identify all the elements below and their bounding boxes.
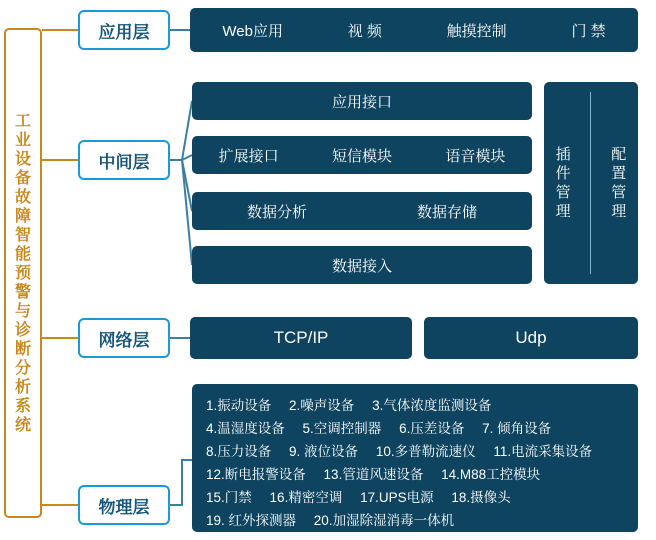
physical-item[interactable]: 5.空调控制器 [302, 421, 382, 436]
physical-item[interactable]: 12.断电报警设备 [206, 467, 306, 482]
layer-pill-physical[interactable] [78, 485, 170, 525]
middle-item[interactable]: 数据接入 [331, 257, 392, 275]
physical-item[interactable]: 6.压差设备 [399, 421, 465, 436]
physical-row [206, 486, 624, 509]
middle-layer-row-2 [192, 136, 532, 174]
physical-row [206, 463, 624, 486]
physical-item[interactable]: 8.压力设备 [206, 444, 272, 459]
middle-layer-row-1 [192, 82, 532, 120]
layer-pill-physical-label: 物理层 [98, 497, 150, 517]
layer-pill-application-label: 应用层 [98, 22, 150, 42]
middle-item[interactable]: 语音模块 [445, 147, 506, 165]
middle-layer-row-3 [192, 192, 532, 230]
physical-item[interactable]: 15.门禁 [206, 490, 252, 505]
layer-pill-middle-label: 中间层 [98, 152, 150, 172]
middle-layer-side-box [544, 82, 638, 284]
application-item[interactable]: 门 禁 [571, 22, 606, 40]
physical-item[interactable]: 18.摄像头 [451, 490, 511, 505]
middle-item[interactable]: 数据存储 [416, 203, 477, 221]
physical-row [206, 394, 624, 417]
middle-layer-row-4 [192, 246, 532, 284]
physical-item[interactable]: 13.管道风速设备 [323, 467, 424, 482]
physical-row [206, 509, 624, 532]
application-item[interactable]: Web应用 [222, 22, 283, 40]
physical-item[interactable]: 2.噪声设备 [289, 398, 355, 413]
network-item[interactable]: TCP/IP [273, 328, 329, 347]
middle-item[interactable]: 扩展接口 [218, 147, 279, 165]
physical-item[interactable]: 3.气体浓度监测设备 [372, 398, 492, 413]
layer-pill-application[interactable] [78, 10, 170, 50]
middle-item[interactable]: 应用接口 [331, 93, 392, 111]
physical-item[interactable]: 14.M88工控模块 [441, 467, 541, 482]
physical-item[interactable]: 16.精密空调 [269, 490, 343, 505]
physical-layer-box [192, 384, 638, 532]
side-column-config-management[interactable]: 配置管理 [611, 146, 627, 220]
system-title: 工业设备故障智能预警与诊断分析系统 [4, 28, 42, 518]
physical-item[interactable]: 19. 红外探测器 [206, 513, 297, 528]
layer-pill-network[interactable] [78, 318, 170, 358]
physical-item[interactable]: 1.振动设备 [206, 398, 272, 413]
physical-row [206, 440, 624, 463]
physical-item[interactable]: 10.多普勒流速仪 [375, 444, 476, 459]
layer-pill-network-label: 网络层 [98, 330, 150, 350]
side-column-divider [590, 92, 591, 274]
network-layer-box-udp [424, 317, 638, 359]
application-layer-box [190, 8, 638, 52]
network-layer-box-tcpip [190, 317, 412, 359]
middle-item[interactable]: 数据分析 [246, 203, 307, 221]
physical-item[interactable]: 4.温湿度设备 [206, 421, 285, 436]
physical-item[interactable]: 7. 倾角设备 [482, 421, 552, 436]
physical-row [206, 417, 624, 440]
side-column-plugin-management[interactable]: 插件管理 [555, 146, 571, 220]
application-item[interactable]: 视 频 [347, 22, 382, 40]
physical-item[interactable]: 20.加湿除湿消毒一体机 [313, 513, 455, 528]
application-item[interactable]: 触摸控制 [446, 22, 507, 40]
middle-item[interactable]: 短信模块 [331, 147, 392, 165]
layer-pill-middle[interactable] [78, 140, 170, 180]
physical-item[interactable]: 11.电流采集设备 [493, 444, 593, 459]
physical-item[interactable]: 17.UPS电源 [360, 490, 434, 505]
network-item[interactable]: Udp [515, 328, 547, 347]
physical-item[interactable]: 9. 液位设备 [289, 444, 359, 459]
